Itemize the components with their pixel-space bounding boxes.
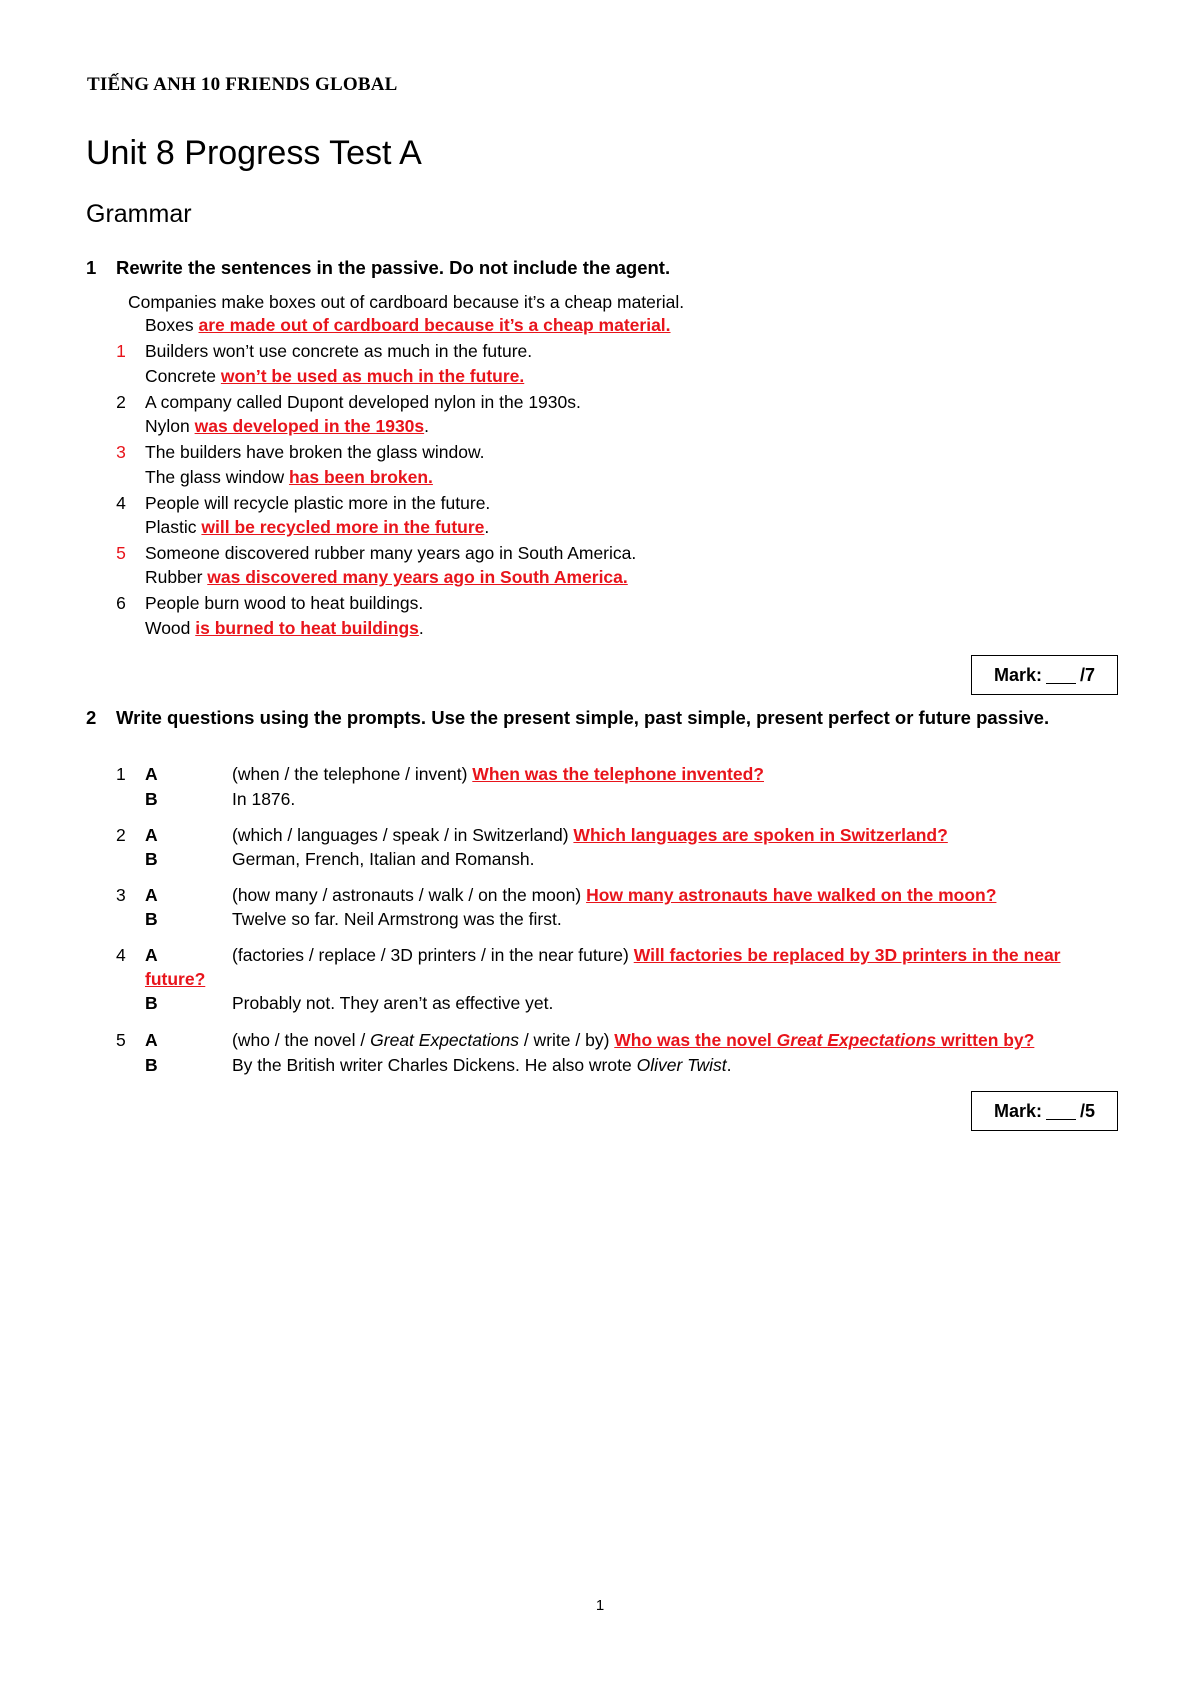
speaker-b: B [145, 1055, 158, 1075]
speaker-b: B [145, 849, 158, 869]
task1-item-answer-line: Concrete won’t be used as much in the future. [145, 366, 525, 386]
task-2-heading: 2 Write questions using the prompts. Use the present simple, past simple, present perfect or future passive. [86, 707, 1050, 728]
answer-text: won’t be used as much in the future. [220, 366, 525, 386]
task-1-heading: 1 Rewrite the sentences in the passive. Do not include the agent. [86, 257, 671, 278]
page-header: TIẾNG ANH 10 FRIENDS GLOBAL [87, 74, 398, 95]
question-prompt: (how many / astronauts / walk / on the moon) How many astronauts have walked on the moon? [232, 885, 997, 905]
question-number: 1 [116, 764, 126, 784]
mark-blank[interactable] [1046, 667, 1076, 684]
task1-item-sentence: 3 The builders have broken the glass window. [116, 442, 485, 462]
answer-continuation [145, 968, 205, 990]
page-title: Unit 8 Progress Test A [86, 134, 422, 172]
task1-item-answer-line: The glass window has been broken. [145, 467, 433, 487]
mark-box-task-2: Mark: /5 [971, 1091, 1118, 1131]
mark-blank[interactable] [1046, 1103, 1076, 1120]
reply-text: In 1876. [232, 789, 296, 809]
question-number: 4 [116, 945, 126, 965]
question-number: 3 [116, 885, 126, 905]
speaker-a: A [145, 825, 158, 845]
task1-item-sentence: 1 Builders won’t use concrete as much in the future. [116, 341, 533, 361]
example-answer: are made out of cardboard because it’s a cheap material. [198, 315, 671, 335]
question-number: 2 [116, 825, 126, 845]
answer-text: How many astronauts have walked on the moon? [586, 885, 997, 905]
page-number: 1 [595, 1597, 605, 1614]
speaker-a: A [145, 764, 158, 784]
task1-item-answer-line: Wood is burned to heat buildings. [145, 618, 424, 638]
speaker-a: A [145, 885, 158, 905]
answer-text: was discovered many years ago in South America. [207, 567, 628, 587]
answer-text: future? [145, 969, 206, 989]
speaker-b: B [145, 909, 158, 929]
speaker-a: A [145, 1030, 158, 1050]
task1-item-sentence: 4 People will recycle plastic more in the future. [116, 493, 491, 513]
reply-text: German, French, Italian and Romansh. [232, 849, 535, 869]
task1-item-answer-line: Plastic will be recycled more in the future. [145, 517, 490, 537]
answer-text: has been broken. [288, 467, 433, 487]
mark-box-task-1: Mark: /7 [971, 655, 1118, 695]
reply-text: By the British writer Charles Dickens. He also wrote Oliver Twist. [232, 1055, 732, 1075]
question-prompt: (which / languages / speak / in Switzerland) Which languages are spoken in Switzerland? [232, 825, 948, 845]
speaker-b: B [145, 789, 158, 809]
speaker-a: A [145, 945, 158, 965]
task1-item-answer-line: Rubber was discovered many years ago in South America. [145, 567, 628, 587]
answer-text: Who was the novel Great Expectations written by? [614, 1030, 1035, 1050]
speaker-b: B [145, 993, 158, 1013]
task1-item-sentence: 2 A company called Dupont developed nylon in the 1930s. [116, 392, 581, 412]
section-heading: Grammar [86, 200, 192, 228]
question-number: 5 [116, 1030, 126, 1050]
answer-text: was developed in the 1930s [194, 416, 425, 436]
answer-text: will be recycled more in the future [201, 517, 485, 537]
reply-text: Twelve so far. Neil Armstrong was the first. [232, 909, 562, 929]
example-sentence: Companies make boxes out of cardboard because it’s a cheap material. [128, 292, 685, 312]
question-prompt: (who / the novel / Great Expectations / write / by) Who was the novel Great Expectations written by? [232, 1030, 1035, 1050]
answer-text: Will factories be replaced by 3D printers in the near [633, 945, 1061, 965]
example-answer-line: Boxes are made out of cardboard because it’s a cheap material. [145, 315, 671, 335]
answer-text: is burned to heat buildings [195, 618, 419, 638]
task1-item-sentence: 6 People burn wood to heat buildings. [116, 593, 424, 613]
answer-text: Which languages are spoken in Switzerland? [573, 825, 948, 845]
task1-item-sentence: 5 Someone discovered rubber many years ago in South America. [116, 543, 637, 563]
reply-text: Probably not. They aren’t as effective yet. [232, 993, 554, 1013]
question-prompt: (factories / replace / 3D printers / in the near future) Will factories be replaced by 3D printers in the near [232, 945, 1061, 965]
question-prompt: (when / the telephone / invent) When was the telephone invented? [232, 764, 764, 784]
task1-item-answer-line: Nylon was developed in the 1930s. [145, 416, 430, 436]
answer-text: When was the telephone invented? [472, 764, 764, 784]
